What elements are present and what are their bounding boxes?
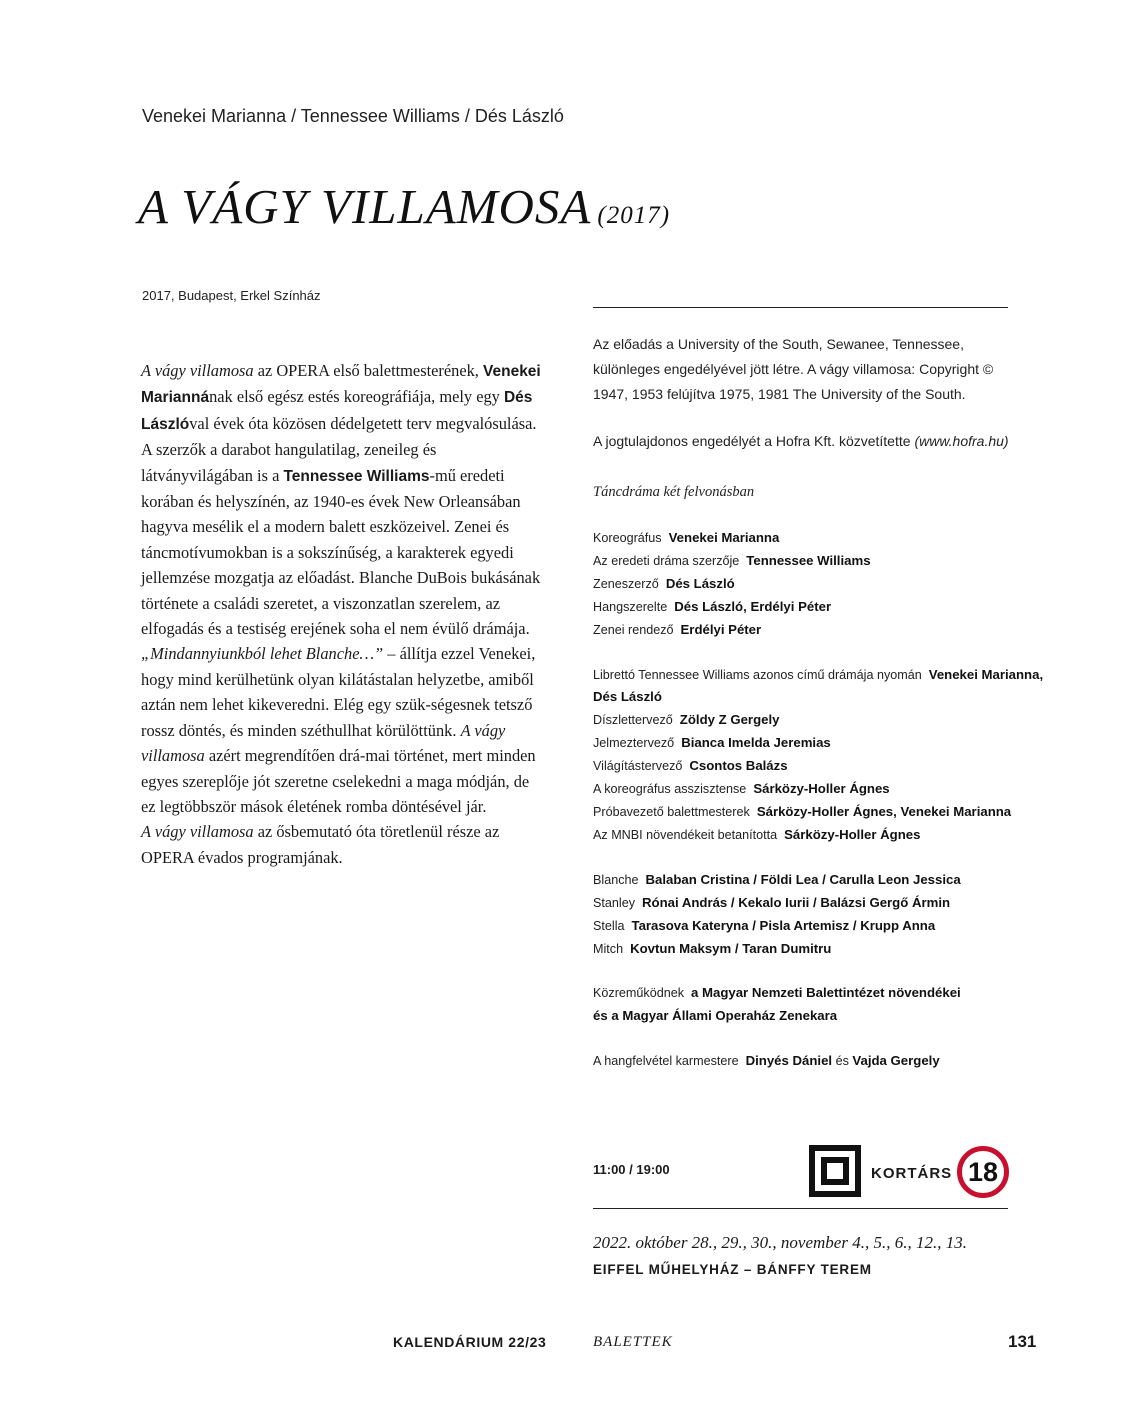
genre-line: Táncdráma két felvonásban bbox=[593, 484, 755, 500]
credit-row: Jelmeztervező Bianca Imelda Jeremias bbox=[593, 735, 831, 751]
description-paragraph-1: A vágy villamosa az OPERA első balettmesterének, Venekei Mariannának első egész estés koreográfiája, mely egy Dés Lászlóval évek óta közösen dédelgetett terv megvalósulása. A szerzők a darabot hangulatilag, zeneileg és látványvilágában is a Tennessee Williams-mű eredeti korában és helyszínén, az 1940-es évek New Orleansában hagyva mesélik el a modern balett eszközeivel. Zenei és táncmotívumokban is a sokszínűség, a karakterek egyedi jellemzése mozgatja az előadást. Blanche DuBois bukásának története a családi szeretet, a viszonzatlan szerelem, az elfogadás és a testiség erejének soha el nem évülő drámája. bbox=[141, 361, 541, 639]
description-paragraph-2: „Mindannyiunkból lehet Blanche…” – állítja ezzel Venekei, hogy mind kerülhetünk olyan kilátástalan helyzetbe, amiből aztán nem lehet kikeveredni. Elég egy szük-ségesnek tetsző rossz döntés, és minden széthullhat körülöttünk. A vágy villamosa azért megrendítően drá-mai történet, mert minden egyes szereplője jót szeretne cselekedni a maga módján, de ez legtöbbször mások életének romba döntésével jár. bbox=[141, 644, 536, 816]
premiere-info: 2017, Budapest, Erkel Színház bbox=[142, 288, 321, 303]
category-label: KORTÁRS bbox=[871, 1165, 953, 1182]
kortars-square-icon bbox=[809, 1145, 861, 1197]
performance-dates: 2022. október 28., 29., 30., november 4., 5., 6., 12., 13. bbox=[593, 1233, 967, 1252]
description-paragraph-3: A vágy villamosa az ősbemutató óta töretlenül része az OPERA évados programjának. bbox=[141, 822, 500, 867]
credit-row: Díszlettervező Zöldy Z Gergely bbox=[593, 712, 780, 728]
conductor-row: A hangfelvétel karmestere Dinyés Dániel és Vajda Gergely bbox=[593, 1053, 940, 1069]
credit-row: Az MNBI növendékeit betanította Sárközy-Holler Ágnes bbox=[593, 826, 921, 842]
description-text bbox=[141, 358, 541, 870]
conductors bbox=[593, 1050, 1033, 1073]
footer-kalendarium: KALENDÁRIUM 22/23 bbox=[393, 1334, 547, 1350]
contributors bbox=[593, 982, 1033, 1028]
creative-team bbox=[593, 527, 1033, 642]
credit-row: Zenei rendező Erdélyi Péter bbox=[593, 621, 762, 637]
credit-row: Koreográfus Venekei Marianna bbox=[593, 530, 780, 545]
hofra-link[interactable]: (www.hofra.hu) bbox=[914, 433, 1009, 449]
copyright-notice: Az előadás a University of the South, Sewanee, Tennessee, különleges engedélyével jött létre. A vágy villamosa: Copyright © 1947, 1953 felújítva 1975, 1981 The University of the South. bbox=[593, 336, 994, 402]
credit-row: Az eredeti dráma szerzője Tennessee Williams bbox=[593, 552, 871, 568]
cast-row: Mitch Kovtun Maksym / Taran Dumitru bbox=[593, 940, 832, 956]
authors-line: Venekei Marianna / Tennessee Williams / Dés László bbox=[142, 106, 564, 126]
title-year: (2017) bbox=[597, 202, 671, 229]
top-right-divider bbox=[593, 307, 1008, 308]
credit-row-libretto-cont: Dés László bbox=[593, 689, 662, 705]
title-text: A VÁGY VILLAMOSA bbox=[138, 179, 592, 234]
age-rating-badge: 18 bbox=[957, 1146, 1009, 1198]
credit-row: A koreográfus asszisztense Sárközy-Holler Ágnes bbox=[593, 781, 890, 797]
show-times: 11:00 / 19:00 bbox=[593, 1162, 670, 1177]
page-number: 131 bbox=[1008, 1332, 1037, 1351]
credit-row: Világítástervező Csontos Balázs bbox=[593, 758, 788, 774]
cast-row: Blanche Balaban Cristina / Földi Lea / Carulla Leon Jessica bbox=[593, 871, 961, 887]
cast-list bbox=[593, 869, 1033, 961]
page-title bbox=[138, 178, 670, 235]
credit-row: Próbavezető balettmesterek Sárközy-Holler Ágnes, Venekei Marianna bbox=[593, 803, 1012, 819]
cast-row: Stanley Rónai András / Kekalo Iurii / Balázsi Gergő Ármin bbox=[593, 894, 951, 910]
venue-name: EIFFEL MŰHELYHÁZ – BÁNFFY TEREM bbox=[593, 1262, 872, 1277]
credit-row-libretto: Librettó Tennessee Williams azonos című drámája nyomán Venekei Marianna, bbox=[593, 666, 1044, 682]
credit-row: Zeneszerző Dés László bbox=[593, 575, 735, 591]
rights-notice: A jogtulajdonos engedélyét a Hofra Kft. közvetítette (www.hofra.hu) bbox=[593, 433, 1009, 449]
contrib-row-cont: és a Magyar Állami Operaház Zenekara bbox=[593, 1008, 838, 1024]
event-divider bbox=[593, 1208, 1008, 1209]
footer-section: BALETTEK bbox=[593, 1334, 673, 1350]
cast-row: Stella Tarasova Kateryna / Pisla Artemisz / Krupp Anna bbox=[593, 917, 936, 933]
contrib-row: Közreműködnek a Magyar Nemzeti Balettintézet növendékei bbox=[593, 985, 961, 1001]
credit-row: Hangszerelte Dés László, Erdélyi Péter bbox=[593, 598, 832, 614]
production-team bbox=[593, 664, 1044, 847]
credits-list bbox=[593, 527, 1044, 1095]
